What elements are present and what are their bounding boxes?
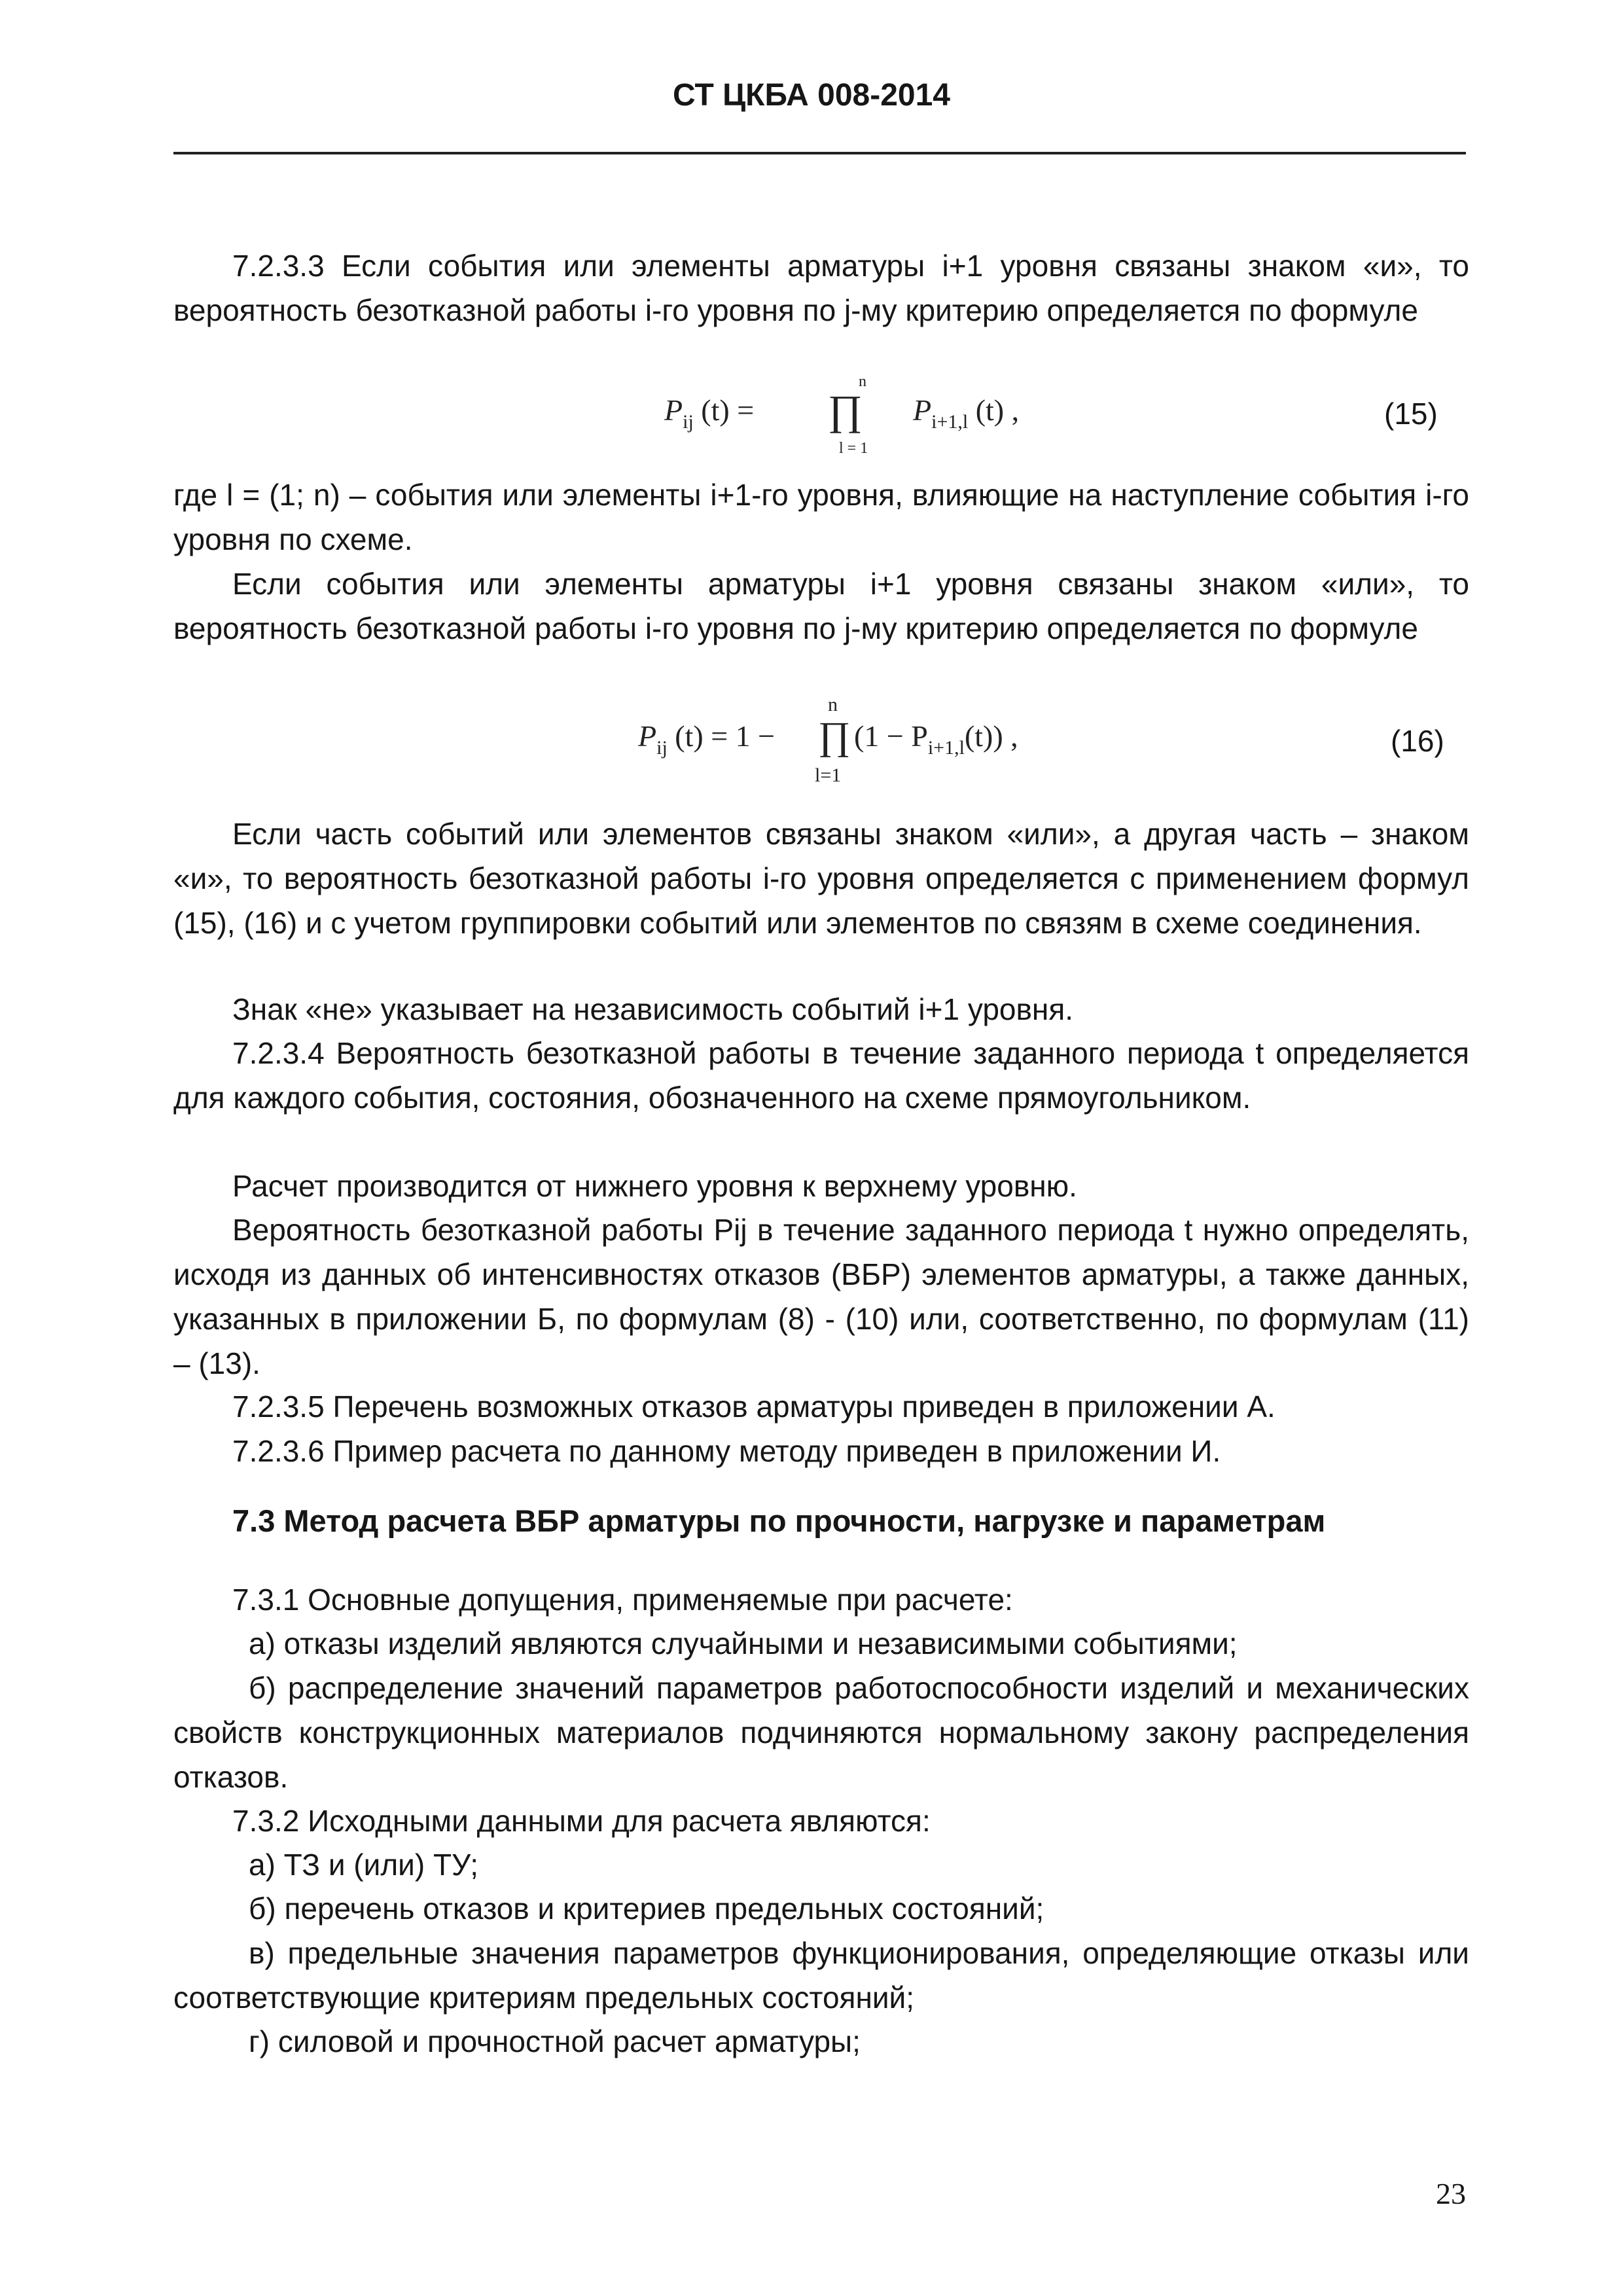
formula-15-lhs-arg: (t) = <box>701 393 755 427</box>
formula-16-lhs-sub: ij <box>656 737 668 759</box>
formula-16-rhs <box>854 719 1018 759</box>
formula-16-rhs-sub: i+1,l <box>927 737 965 759</box>
formula-15 <box>664 393 754 433</box>
header-divider <box>173 152 1466 154</box>
list-item-a-tz-tu: а) ТЗ и (или) ТУ; <box>249 1848 479 1882</box>
formula-16-lower-limit: l=1 <box>815 764 842 786</box>
paragraph-pij: Вероятность безотказной работы Pij в течение заданного периода t нужно определять, исходя из данных об интенсивностях отказов (ВБР) элементов арматуры, а также данных, указанных в приложении Б, по формулам (8) - (10) или, соответственно, по формулам (11) – (13). <box>173 1213 1469 1380</box>
list-item-v-limit-values: в) предельные значения параметров функционирования, определяющие отказы или соответствующие критериям предельных состояний; <box>173 1936 1469 2015</box>
paragraph-where-l-text: где l = (1; n) – события или элементы i+1-го уровня, влияющие на наступление события i-го уровня по схеме. <box>173 478 1469 556</box>
formula-16-lhs-arg: (t) = 1 − <box>675 719 776 753</box>
formula-15-lhs-sub: ij <box>683 411 694 433</box>
formula-16-lhs: P <box>638 719 657 753</box>
formula-15-rhs <box>913 393 1019 433</box>
formula-16-rhs-open: (1 − P <box>854 719 928 753</box>
paragraph-not-sign: Знак «не» указывает на независимость событий i+1 уровня. <box>232 992 1074 1026</box>
list-item-g-strength-calc: г) силовой и прочностной расчет арматуры; <box>249 2024 861 2058</box>
formula-15-lower-limit: l = 1 <box>839 440 868 457</box>
list-item-a-random-failures: а) отказы изделий являются случайными и независимыми событиями; <box>249 1626 1238 1660</box>
formula-15-rhs-arg: (t) , <box>975 393 1020 427</box>
equation-number-16: (16) <box>1391 724 1444 758</box>
equation-number-15: (15) <box>1384 397 1438 431</box>
paragraph-7-2-3-6: 7.2.3.6 Пример расчета по данному методу приведен в приложении И. <box>232 1434 1221 1468</box>
paragraph-7-2-3-5: 7.2.3.5 Перечень возможных отказов арматуры приведен в приложении А. <box>232 1390 1275 1424</box>
formula-15-rhs-sub: i+1,l <box>931 411 969 433</box>
paragraph-7-3-1: 7.3.1 Основные допущения, применяемые при расчете: <box>232 1583 1013 1617</box>
formula-16-rhs-close: (t)) , <box>964 719 1018 753</box>
paragraph-calc-order: Расчет производится от нижнего уровня к верхнему уровню. <box>232 1169 1077 1203</box>
formula-15-upper-limit: n <box>859 373 866 390</box>
formula-16-product-sign: ∏ <box>818 714 851 757</box>
paragraph-mixed-relation: Если часть событий или элементов связаны знаком «или», а другая часть – знаком «и», то вероятность безотказной работы i-го уровня определяется с применением формул (15), (16) и с учетом группировки событий или элементов по связям в схеме соединения. <box>173 817 1469 940</box>
section-heading-7-3: 7.3 Метод расчета ВБР арматуры по прочности, нагрузке и параметрам <box>232 1503 1326 1538</box>
list-item-b-distribution: б) распределение значений параметров работоспособности изделий и механических свойств конструкционных материалов подчиняются нормальному закону распределения отказов. <box>173 1671 1469 1794</box>
formula-15-rhs-p: P <box>913 393 932 427</box>
page-number: 23 <box>1436 2177 1466 2210</box>
document-code-header: СТ ЦКБА 008-2014 <box>672 78 950 113</box>
paragraph-7-3-2: 7.3.2 Исходными данными для расчета являются: <box>232 1804 931 1838</box>
formula-15-product-sign: ∏ <box>828 387 863 433</box>
formula-15-lhs: P <box>664 393 683 427</box>
paragraph-or-relation: Если события или элементы арматуры i+1 уровня связаны знаком «или», то вероятность безотказной работы i-го уровня по j-му критерию определяется по формуле <box>173 567 1469 645</box>
paragraph-where-l <box>173 473 1469 562</box>
list-item-b-failure-list: б) перечень отказов и критериев предельных состояний; <box>249 1892 1044 1926</box>
paragraph-7-2-3-3: 7.2.3.3 Если события или элементы арматуры i+1 уровня связаны знаком «и», то вероятность безотказной работы i-го уровня по j-му критерию определяется по формуле <box>173 249 1469 327</box>
formula-16-upper-limit: n <box>828 694 838 715</box>
paragraph-7-2-3-4: 7.2.3.4 Вероятность безотказной работы в течение заданного периода t определяется для каждого события, состояния, обозначенного на схеме прямоугольником. <box>173 1036 1469 1115</box>
formula-16 <box>638 719 775 759</box>
